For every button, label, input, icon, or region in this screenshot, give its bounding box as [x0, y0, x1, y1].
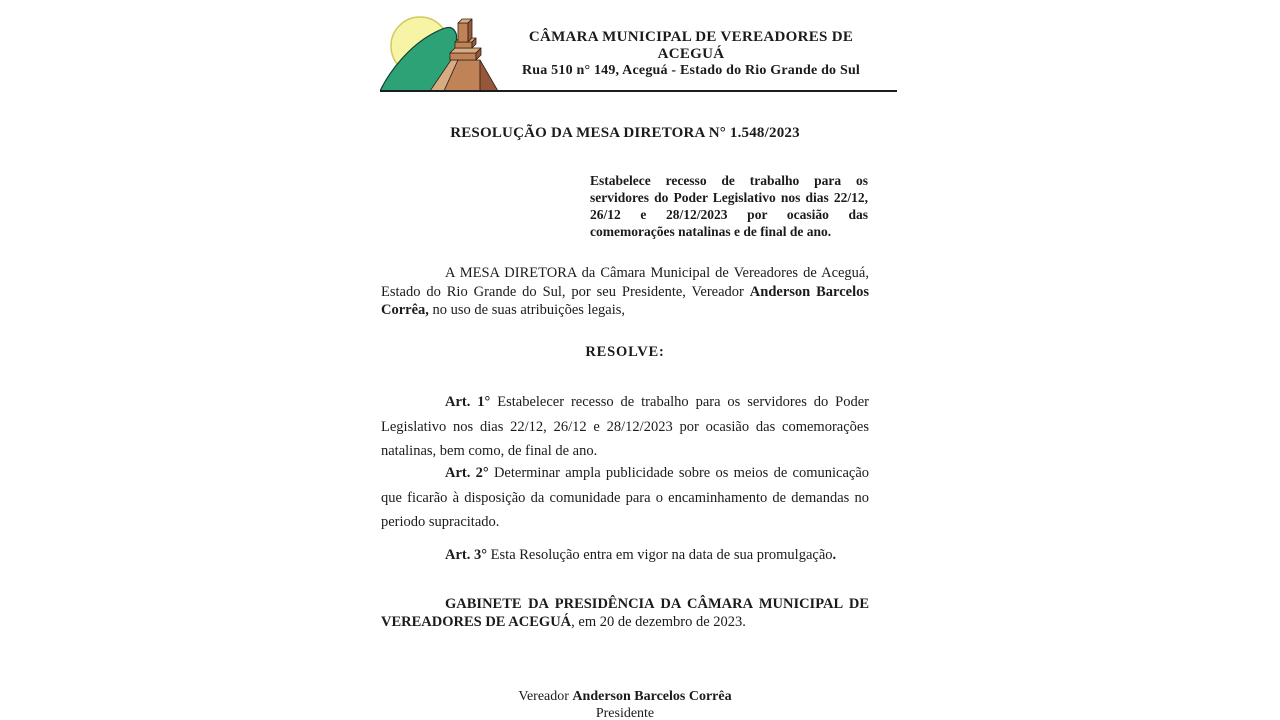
signature-prefix: Vereador [518, 689, 573, 704]
org-address: Rua 510 n° 149, Aceguá - Estado do Rio Grande do Sul [521, 63, 861, 78]
closing-bold: GABINETE DA PRESIDÊNCIA DA CÂMARA MUNICIPAL DE VEREADORES DE ACEGUÁ [381, 596, 869, 630]
signature-role: Presidente [595, 706, 655, 720]
municipal-logo [380, 12, 502, 92]
closing-paragraph [381, 596, 869, 631]
article-3-label: Art. 3° [445, 547, 488, 563]
article-1-label: Art. 1° [445, 394, 491, 410]
letterhead [503, 29, 879, 79]
article-1 [381, 390, 869, 464]
preamble-paragraph [381, 264, 869, 320]
article-3-text: Esta Resolução entra em vigor na data de sua promulgação [487, 547, 833, 563]
president-name-bold: Anderson Barcelos Corrêa, [381, 283, 869, 318]
document-title: RESOLUÇÃO DA MESA DIRETORA N° 1.548/2023 [450, 125, 800, 141]
summary-paragraph: Estabelece recesso de trabalho para os servidores do Poder Legislativo nos dias 22/12, 26/12 e 28/12/2023 por ocasião das comemorações natalinas e de final de ano. [590, 173, 868, 239]
resolve-heading: RESOLVE: [585, 344, 665, 360]
article-2 [381, 461, 869, 535]
preamble-text-2: no uso de suas atribuições legais, [428, 302, 626, 318]
article-1-text: Estabelecer recesso de trabalho para os servidores do Poder Legislativo nos dias 22/12, 26/12 e 28/12/2023 por ocasião das comemorações natalinas, bem como, de final de ano. [381, 394, 869, 459]
header-divider [383, 90, 897, 92]
closing-rest: , em 20 de dezembro de 2023. [571, 613, 746, 630]
signature-block [381, 688, 869, 720]
article-3 [381, 546, 869, 564]
article-2-label: Art. 2° [445, 465, 489, 481]
signature-name: Anderson Barcelos Corrêa [572, 689, 732, 704]
article-3-period: . [832, 547, 837, 563]
preamble-text-1: A MESA DIRETORA da Câmara Municipal de Vereadores de Aceguá, Estado do Rio Grande do Sul, por seu Presidente, Vereador [381, 265, 869, 300]
article-2-text: Determinar ampla publicidade sobre os meios de comunicação que ficarão à disposição da comunidade para o encaminhamento de demandas no periodo supracitado. [381, 465, 869, 530]
org-name: CÂMARA MUNICIPAL DE VEREADORES DE ACEGUÁ [528, 29, 854, 62]
signature-name-line [381, 688, 869, 705]
